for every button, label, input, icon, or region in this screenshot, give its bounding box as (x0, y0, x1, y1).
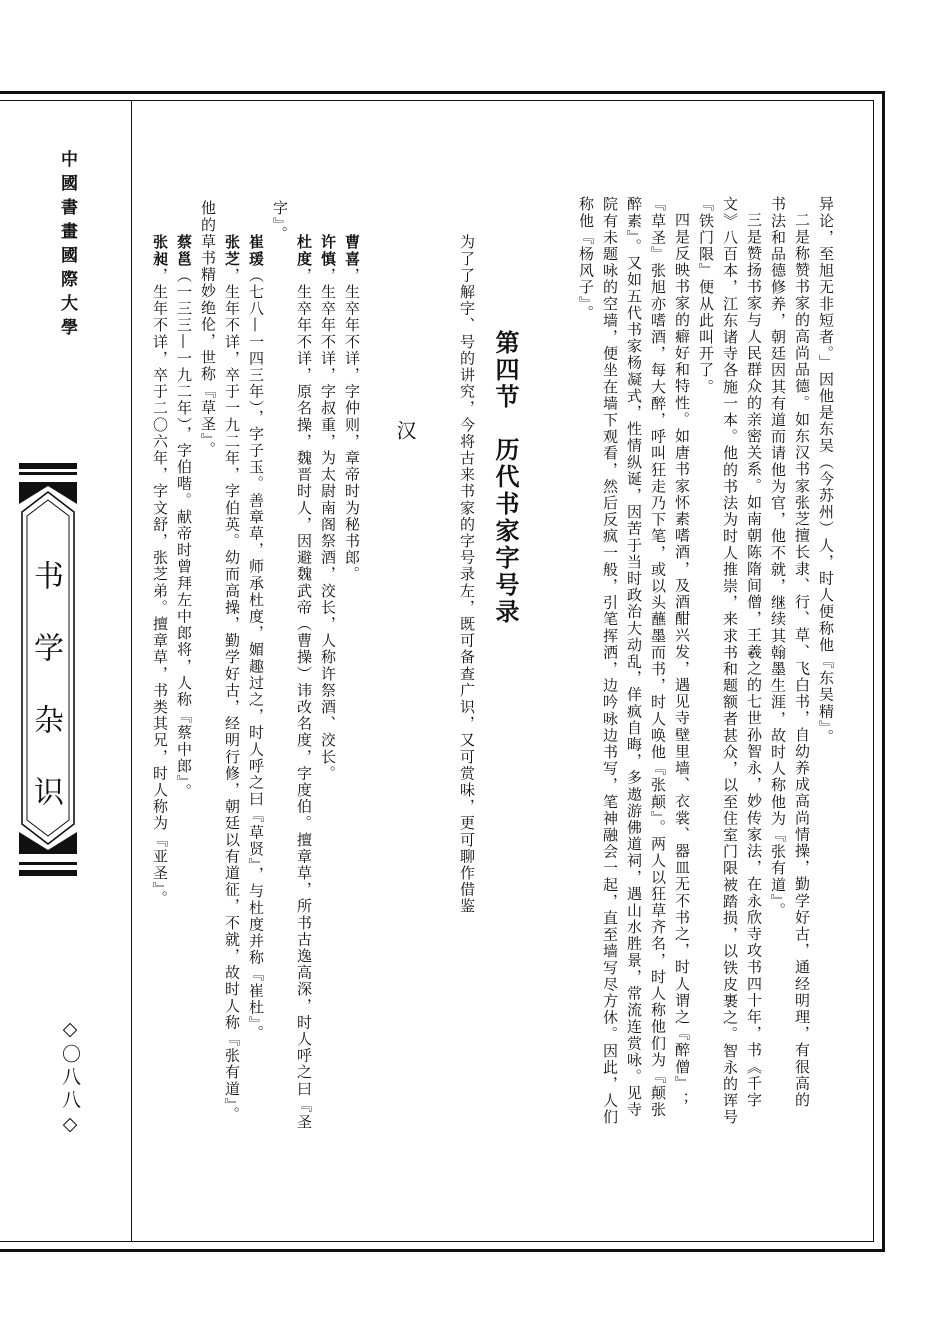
body-line: 『草圣』张旭亦嗜酒，每大醉，呼叫狂走乃下笔，或以头蘸墨而书，时人唤他『张颠』。两人以狂草齐名，时人称他们为『颠张 (649, 196, 667, 1119)
entry-text: （一三三—一九二年），字伯喈。献帝时曾拜左中郎将，人称『蔡中郎』。 (175, 267, 193, 801)
entry-text: ，生卒年不详，原名操，魏晋时人，因避魏武帝（曹操）讳改名度，字度伯。擅章草，所书古逸高深，时人呼之曰『圣 (295, 267, 313, 1131)
entry-text: （七八—一四三年），字子玉。善章草，师承杜度，媚趣过之，时人呼之曰『草贤』，与杜度并称『崔杜』。 (247, 267, 265, 1042)
entry (272, 200, 287, 242)
section-number: 第四节 (491, 330, 519, 411)
body-line: 四是反映书家的癖好和特性。如唐书家怀素嗜酒，及酒酣兴发，遇见寺壁里墙、衣裳、器皿无不书之，时人谓之『醉僧』； (673, 212, 691, 1109)
body-line: 书法和品德修养，朝廷因其有道而请他为官，他不就，继续其翰墨生涯，故时人称他为『张有道』。 (769, 196, 787, 919)
body-line: 文》八百本，江东诸寺各施一本。他的书法为时人推崇，来求书和题额者甚众，以至住室门限被踏损，以铁皮裹之。智永的诨号 (721, 196, 739, 1126)
ornament-bar-bottom (19, 870, 77, 876)
ornament-bar-bottom-thin (19, 862, 77, 865)
entry-text: ，生卒年不详，字仲则，章帝时为秘书郎。 (343, 267, 361, 583)
entry-text: ，生年不详，卒于一九二年，字伯英。幼而高操，勤学好古，经明行修，朝廷以有道征，不就，故时人称『张有道』。 (223, 267, 241, 1123)
body-line: 二是称赞书家的高尚品德。如东汉书家张芝擅长隶、行、草、飞白书，自幼养成高尚情操，勤学好古，通经明理，有很高的 (793, 212, 811, 1109)
entry-name: 张芝 (223, 234, 241, 268)
section-heading (493, 330, 517, 626)
entry (200, 200, 215, 458)
entry-name: 杜度 (295, 234, 313, 268)
sidebar-divider (131, 100, 132, 1242)
section-intro: 为了了解字、号的讲究，今将古来书家的字号录左，既可备查广识，又可赏味，更可聊作借鉴 (458, 234, 476, 915)
page-number: ◇〇八八◇ (59, 1018, 81, 1139)
body-line: 称他『杨风子』。 (577, 196, 595, 322)
body-line: 三是赞扬书家与人民群众的亲密关系。如南朝陈隋间僧，王羲之的七世孙智永，妙传家法，在永欣寺攻书四十年，书《千字 (745, 212, 763, 1109)
entry-name: 崔瑗 (247, 234, 265, 268)
body-line: 醉素』。又如五代书家杨凝式，性情纵诞，因苦于当时政治大动乱，佯疯自晦，多遨游佛道祠，遇山水胜景，常流连赏咏。见寺 (625, 196, 643, 1119)
entry (176, 234, 191, 800)
ornament-bar-top-thin (19, 472, 77, 475)
entry-name: 许慎 (319, 234, 337, 268)
section-title: 历代书家字号录 (491, 437, 519, 626)
body-line: 院有未题咏的空墙，便坐在墙下观看，然后反疯一般，引笔挥洒，边吟咏边书写，笔神融会一起，直至墙写尽方休。因此，人们 (601, 196, 619, 1126)
entry (296, 234, 311, 1130)
entry (344, 234, 359, 583)
dynasty-heading: 汉 (393, 420, 417, 440)
book-title: 书学杂识 (28, 560, 63, 848)
entry-text: 他的草书精妙绝伦，世称『草圣』。 (199, 200, 217, 459)
university-name: 中國書畫國際大學 (57, 150, 77, 342)
entry (248, 234, 263, 1042)
entry (320, 234, 335, 782)
entry-text: ，生卒年不详，字叔重，为太尉南阁祭酒，洨长，人称许祭酒、洨长。 (319, 267, 337, 782)
entry-text: ，生年不详，卒于二〇六年，字文舒，张芝弟。擅章草，书类其兄，时人称为『亚圣』。 (151, 267, 169, 908)
entry-name: 张昶 (151, 234, 169, 268)
ornament-bar-top (19, 463, 77, 469)
entry (152, 234, 167, 907)
entry (224, 234, 239, 1123)
entry-name: 蔡邕 (175, 234, 193, 268)
entry-name: 曹喜 (343, 234, 361, 268)
entry-text: 字』。 (271, 200, 289, 243)
body-line: 异论，至旭无非短者。」因他是东吴（今苏州）人，时人便称他『东吴精』。 (817, 196, 835, 746)
body-line: 『铁门限』便从此叫开了。 (697, 196, 715, 396)
